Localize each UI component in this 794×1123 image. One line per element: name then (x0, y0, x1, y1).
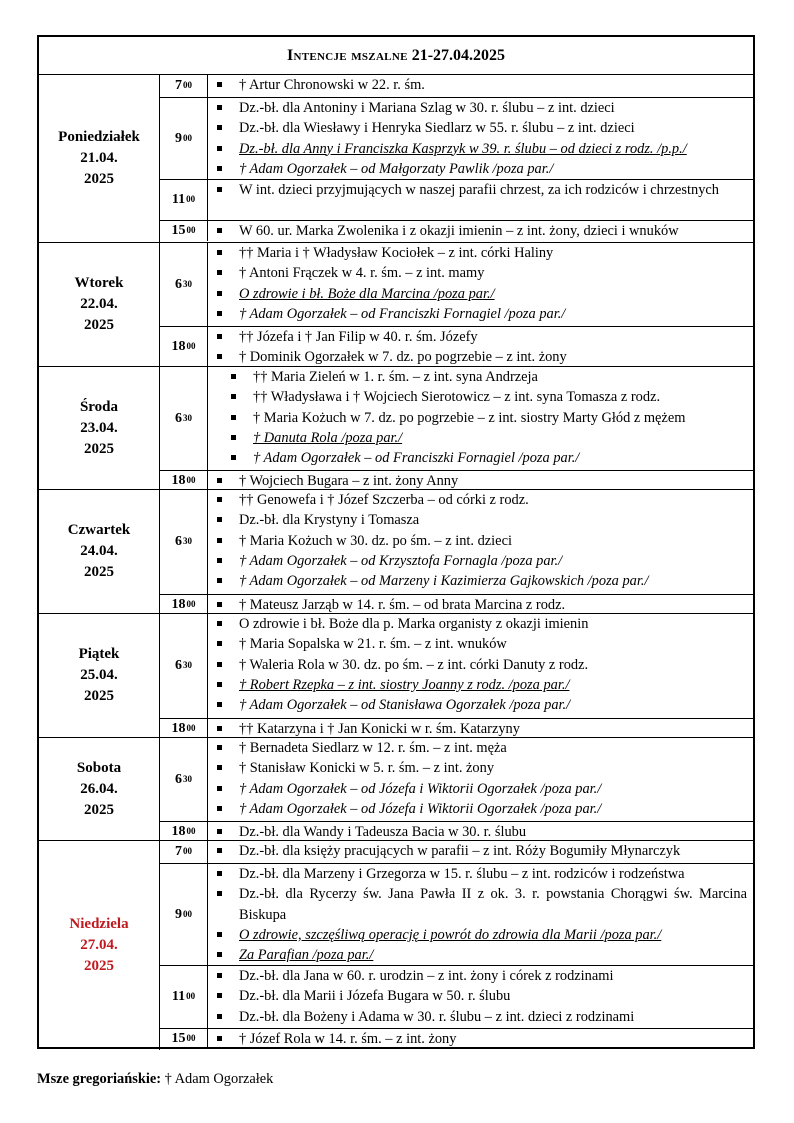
mass-slot (160, 75, 753, 97)
intention-list (208, 75, 753, 95)
minute-value: 30 (183, 660, 192, 670)
mass-hour (160, 221, 208, 241)
intention-list (208, 1029, 753, 1049)
mass-slot (160, 841, 753, 863)
intention-item: O zdrowie, szczęśliwą operację i powrót do zdrowia dla Marii /poza par./ (208, 925, 753, 945)
hour-value: 7 (175, 78, 182, 93)
day-date: 24.04. (80, 543, 118, 559)
intention-item: † Adam Ogorzałek – od Małgorzaty Pawlik /poza par./ (208, 159, 753, 179)
day-year: 2025 (84, 958, 114, 974)
title-prefix: Intencje mszalne (286, 47, 408, 64)
mass-hour (160, 822, 208, 841)
minute-value: 30 (183, 412, 192, 423)
hour-value: 15 (171, 1030, 186, 1046)
intention-item: † Adam Ogorzałek – od Józefa i Wiktorii Ogorzałek /poza par./ (208, 779, 753, 799)
gregorian-masses (37, 1071, 273, 1088)
hour-value: 9 (175, 130, 182, 146)
hour-value: 18 (171, 472, 186, 488)
intention-item: Dz.-bł. dla Anny i Franciszka Kasprzyk w 39. r. ślubu – od dzieci z rodz. /p.p./ (208, 139, 753, 159)
minute-value: 00 (186, 722, 196, 733)
mass-slot (160, 220, 753, 241)
intention-item: Dz.-bł. dla Wandy i Tadeusza Bacia w 30. r. ślubu (208, 822, 753, 842)
mass-slot (160, 738, 753, 821)
intention-item: † Adam Ogorzałek – od Krzysztofa Fornagla /poza par./ (208, 551, 753, 571)
minute-value: 30 (183, 278, 192, 289)
minute-value: 00 (183, 132, 192, 143)
intention-item: W 60. ur. Marka Zwolenika i z okazji imienin – z int. żony, dzieci i wnuków (208, 221, 753, 241)
intention-item: Dz.-bł. dla Krystyny i Tomasza (208, 510, 753, 530)
mass-hour (160, 966, 208, 1028)
mass-slot (160, 594, 753, 614)
day-name: Sobota (76, 759, 122, 776)
minute-value: 00 (186, 991, 196, 1001)
day-date: 22.04. (80, 296, 118, 312)
intention-item: Dz.-bł. dla Jana w 60. r. urodzin – z int. żony i córek z rodzinami (208, 966, 753, 986)
hour-value: 18 (171, 823, 186, 839)
minute-value: 00 (186, 474, 196, 485)
mass-hour (160, 75, 208, 97)
title-dates: 21-27.04.2025 (411, 47, 506, 64)
mass-hour (160, 490, 208, 594)
hour-value: 6 (175, 534, 182, 549)
intention-item: W int. dzieci przyjmujących w naszej parafii chrzest, za ich rodziców i chrzestnych (208, 180, 753, 200)
day-name: Poniedziałek (58, 129, 140, 145)
day-block (39, 243, 753, 367)
mass-slot (160, 863, 753, 965)
intention-item: † Stanisław Konicki w 5. r. śm. – z int. żony (208, 758, 753, 778)
intention-list (208, 966, 753, 1027)
day-label (39, 841, 160, 1050)
mass-hour (160, 719, 208, 738)
intention-item: Dz.-bł. dla Rycerzy św. Jana Pawła II z ok. 3. r. powstania Chorągwi św. Marcina Biskupa (208, 884, 753, 925)
day-date: 23.04. (80, 419, 118, 436)
intention-list (208, 327, 753, 368)
mass-hour (160, 595, 208, 614)
intention-list (208, 595, 753, 615)
day-label (39, 75, 160, 242)
gregorian-label: Msze gregoriańskie: (37, 1071, 162, 1087)
intention-item: † Adam Ogorzałek – od Franciszki Fornagiel /poza par./ (208, 448, 753, 468)
intention-item: † Mateusz Jarząb w 14. r. śm. – od brata Marcina z rodz. (208, 595, 753, 615)
day-date: 21.04. (80, 150, 118, 166)
mass-slot (160, 965, 753, 1028)
minute-value: 00 (183, 80, 192, 90)
day-year: 2025 (83, 317, 114, 333)
intention-item: Dz.-bł. dla Marzeny i Grzegorza w 15. r. ślubu – z int. rodziców i rodzeństwa (208, 864, 753, 884)
minute-value: 00 (186, 341, 196, 351)
intention-list (208, 490, 753, 591)
day-block (39, 614, 753, 738)
intention-item: O zdrowie i bł. Boże dla p. Marka organisty z okazji imienin (208, 614, 753, 634)
mass-slot (160, 367, 753, 470)
intention-item: Dz.-bł. dla Bożeny i Adama w 30. r. ślubu – z int. dzieci z rodzinami (208, 1007, 753, 1027)
day-block (39, 367, 753, 490)
hour-value: 9 (175, 906, 182, 922)
intention-item: †† Józefa i † Jan Filip w 40. r. śm. Józefy (208, 327, 753, 347)
minute-value: 00 (186, 1032, 196, 1043)
hour-value: 6 (175, 410, 182, 426)
intention-list (208, 180, 753, 200)
hour-value: 11 (171, 989, 186, 1004)
hour-value: 11 (171, 192, 186, 207)
intention-list (208, 243, 753, 324)
intention-list (208, 367, 753, 468)
intention-item: †† Maria i † Władysław Kociołek – z int. córki Haliny (208, 243, 753, 263)
intention-item: †† Maria Zieleń w 1. r. śm. – z int. syna Andrzeja (208, 367, 753, 387)
minute-value: 00 (186, 825, 196, 836)
day-date: 25.04. (80, 667, 118, 683)
intention-item: † Dominik Ogorzałek w 7. dz. po pogrzebie – z int. żony (208, 347, 753, 367)
day-date: 27.04. (80, 937, 118, 953)
intention-item: †† Władysława i † Wojciech Sierotowicz – z int. syna Tomasza z rodz. (208, 387, 753, 407)
mass-hour (160, 180, 208, 220)
day-name: Czwartek (67, 522, 131, 538)
minute-value: 30 (183, 773, 192, 784)
day-year: 2025 (83, 440, 114, 457)
intention-item: † Maria Kożuch w 7. dz. po pogrzebie – z int. siostry Marty Głód z mężem (208, 408, 753, 428)
mass-slot (160, 97, 753, 179)
day-name: Środa (79, 398, 119, 415)
intention-item: Dz.-bł. dla księży pracujących w parafii – z int. Róży Bogumiły Młynarczyk (208, 841, 753, 861)
intention-item: Za Parafian /poza par./ (208, 945, 753, 965)
intention-item: † Antoni Frączek w 4. r. śm. – z int. mamy (208, 263, 753, 283)
intention-item: † Adam Ogorzałek – od Franciszki Fornagiel /poza par./ (208, 304, 753, 324)
day-year: 2025 (83, 688, 114, 704)
hour-value: 18 (171, 720, 186, 736)
minute-value: 00 (186, 225, 196, 235)
mass-hour (160, 738, 208, 821)
intention-list (208, 719, 753, 739)
minute-value: 30 (183, 536, 192, 546)
mass-hour (160, 98, 208, 179)
day-label (39, 614, 160, 737)
hour-value: 18 (171, 339, 186, 354)
day-year: 2025 (83, 171, 114, 187)
page-title (39, 37, 753, 75)
day-label (39, 367, 160, 489)
intention-item: † Maria Kożuch w 30. dz. po śm. – z int. dzieci (208, 531, 753, 551)
intentions-table (37, 35, 755, 1049)
mass-slot (160, 614, 753, 718)
mass-hour (160, 1029, 208, 1048)
intention-item: †† Genowefa i † Józef Szczerba – od córki z rodz. (208, 490, 753, 510)
day-year: 2025 (84, 801, 114, 818)
day-block (39, 841, 753, 1050)
minute-value: 00 (183, 908, 192, 919)
mass-hour (160, 614, 208, 718)
intention-list (208, 841, 753, 861)
mass-hour (160, 471, 208, 490)
day-block (39, 738, 753, 841)
mass-hour (160, 864, 208, 965)
day-name: Piątek (78, 646, 120, 662)
intention-item: † Danuta Rola /poza par./ (208, 428, 753, 448)
intention-list (208, 614, 753, 715)
hour-value: 6 (175, 658, 182, 673)
day-year: 2025 (83, 564, 114, 580)
intention-item: Dz.-bł. dla Wiesławy i Henryka Siedlarz w 55. r. ślubu – z int. dzieci (208, 118, 753, 138)
gregorian-text: † Adam Ogorzałek (164, 1071, 274, 1087)
intention-item: † Adam Ogorzałek – od Stanisława Ogorzałek /poza par./ (208, 695, 753, 715)
intention-item: Dz.-bł. dla Marii i Józefa Bugara w 50. r. ślubu (208, 986, 753, 1006)
intention-item: † Adam Ogorzałek – od Marzeny i Kazimierza Gajkowskich /poza par./ (208, 571, 753, 591)
mass-slot (160, 718, 753, 738)
intention-item: † Robert Rzepka – z int. siostry Joanny z rodz. /poza par./ (208, 675, 753, 695)
day-date: 26.04. (80, 780, 118, 797)
hour-value: 7 (175, 844, 182, 859)
mass-slot (160, 179, 753, 220)
intention-item: † Adam Ogorzałek – od Józefa i Wiktorii Ogorzałek /poza par./ (208, 799, 753, 819)
mass-hour (160, 327, 208, 367)
day-block (39, 75, 753, 243)
mass-slot (160, 1028, 753, 1048)
intention-item: O zdrowie i bł. Boże dla Marcina /poza par./ (208, 284, 753, 304)
mass-slot (160, 470, 753, 490)
intention-list (208, 822, 753, 842)
day-name: Wtorek (74, 275, 124, 291)
mass-slot (160, 243, 753, 326)
intention-list (208, 98, 753, 179)
hour-value: 15 (171, 223, 186, 238)
intention-item: † Artur Chronowski w 22. r. śm. (208, 75, 753, 95)
intention-item: † Józef Rola w 14. r. śm. – z int. żony (208, 1029, 753, 1049)
minute-value: 00 (186, 194, 196, 204)
intention-item: †† Katarzyna i † Jan Konicki w r. śm. Katarzyny (208, 719, 753, 739)
intention-list (208, 471, 753, 491)
hour-value: 6 (175, 771, 182, 787)
intention-list (208, 738, 753, 819)
mass-slot (160, 326, 753, 367)
intention-item: Dz.-bł. dla Antoniny i Mariana Szlag w 30. r. ślubu – z int. dzieci (208, 98, 753, 118)
day-label (39, 738, 160, 840)
mass-hour (160, 841, 208, 863)
mass-slot (160, 490, 753, 594)
hour-value: 6 (175, 276, 182, 292)
minute-value: 00 (186, 598, 196, 609)
day-block (39, 490, 753, 614)
mass-hour (160, 367, 208, 470)
minute-value: 00 (183, 846, 192, 856)
intention-item: † Waleria Rola w 30. dz. po śm. – z int. córki Danuty z rodz. (208, 655, 753, 675)
mass-hour (160, 243, 208, 326)
hour-value: 18 (171, 596, 186, 612)
intention-item: † Bernadeta Siedlarz w 12. r. śm. – z int. męża (208, 738, 753, 758)
intention-item: † Maria Sopalska w 21. r. śm. – z int. wnuków (208, 634, 753, 654)
day-label (39, 490, 160, 613)
day-label (39, 243, 160, 366)
intention-list (208, 221, 753, 241)
intention-list (208, 864, 753, 965)
day-name: Niedziela (69, 916, 129, 932)
mass-slot (160, 821, 753, 841)
intention-item: † Wojciech Bugara – z int. żony Anny (208, 471, 753, 491)
